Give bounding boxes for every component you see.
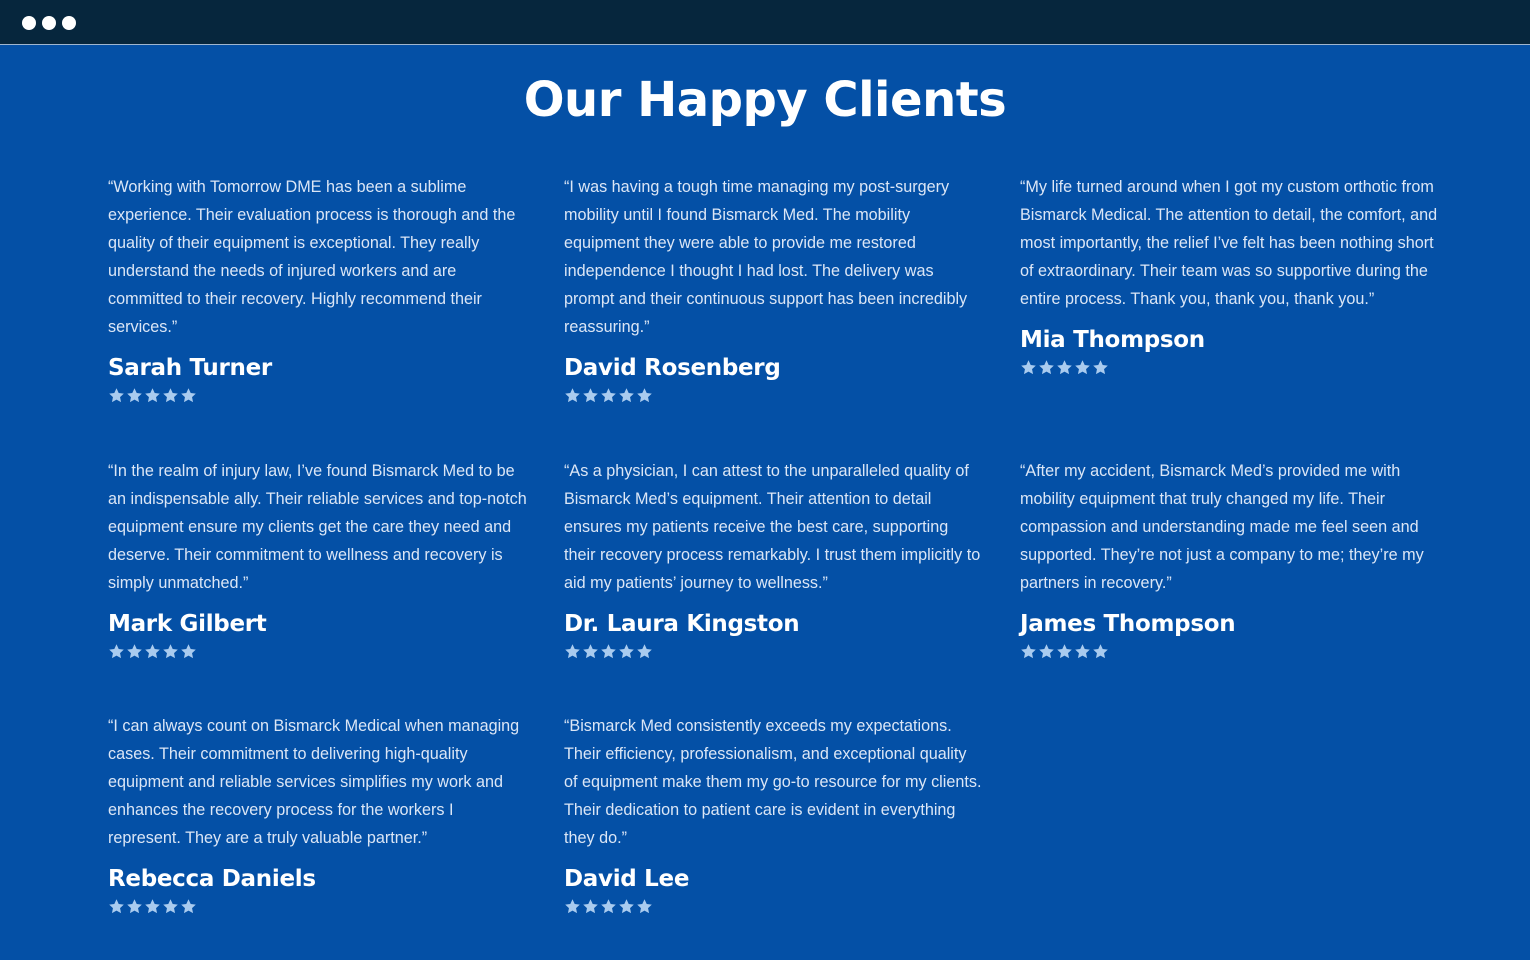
star-icon xyxy=(162,898,179,915)
star-icon xyxy=(1056,359,1073,376)
star-icon xyxy=(126,898,143,915)
star-icon xyxy=(1074,643,1091,660)
testimonial-card xyxy=(1020,173,1440,379)
star-icon xyxy=(1038,643,1055,660)
star-icon xyxy=(1020,359,1037,376)
star-icon xyxy=(582,643,599,660)
star-icon xyxy=(618,898,635,915)
star-rating xyxy=(564,898,984,918)
star-icon xyxy=(1092,359,1109,376)
star-icon xyxy=(636,387,653,404)
testimonial-card xyxy=(108,173,528,407)
star-rating xyxy=(1020,643,1440,663)
star-icon xyxy=(180,387,197,404)
testimonial-author: Rebecca Daniels xyxy=(108,866,316,892)
star-icon xyxy=(618,643,635,660)
star-icon xyxy=(1038,359,1055,376)
star-icon xyxy=(600,387,617,404)
testimonial-card xyxy=(564,712,984,918)
window-control-dot[interactable] xyxy=(22,16,36,30)
testimonial-quote: “Working with Tomorrow DME has been a sublime experience. Their evaluation process is thorough and the quality of their equipment is exceptional. They really understand the needs of injured workers and are committed to their recovery. Highly recommend their services.” xyxy=(108,178,516,336)
testimonial-quote: “As a physician, I can attest to the unparalleled quality of Bismarck Med’s equipment. Their attention to detail ensures my patients receive the best care, supporting their recovery process remarkably. I trust them implicitly to aid my patients’ journey to wellness.” xyxy=(564,462,981,592)
star-icon xyxy=(600,898,617,915)
star-icon xyxy=(162,643,179,660)
testimonial-author: Sarah Turner xyxy=(108,355,272,381)
testimonial-quote: “In the realm of injury law, I’ve found Bismarck Med to be an indispensable ally. Their reliable services and top-notch equipment ensure my clients get the care they need and deserve. Their commitment to wellness and recovery is simply unmatched.” xyxy=(108,462,527,592)
window-controls xyxy=(22,16,76,30)
window-control-dot[interactable] xyxy=(62,16,76,30)
star-icon xyxy=(108,643,125,660)
testimonial-quote: “I can always count on Bismarck Medical when managing cases. Their commitment to delivering high-quality equipment and reliable services simplifies my work and enhances the recovery process for the workers I represent. They are a truly valuable partner.” xyxy=(108,717,520,847)
star-icon xyxy=(582,387,599,404)
testimonial-author: Dr. Laura Kingston xyxy=(564,611,800,637)
star-rating xyxy=(564,643,984,663)
star-icon xyxy=(126,643,143,660)
testimonial-author: James Thompson xyxy=(1020,611,1236,637)
star-icon xyxy=(564,643,581,660)
star-icon xyxy=(162,387,179,404)
testimonial-card xyxy=(1020,457,1440,663)
star-rating xyxy=(1020,359,1440,379)
star-rating xyxy=(108,898,528,918)
window-titlebar xyxy=(0,0,1530,45)
star-icon xyxy=(144,643,161,660)
star-icon xyxy=(108,898,125,915)
star-icon xyxy=(1074,359,1091,376)
testimonial-quote: “My life turned around when I got my custom orthotic from Bismarck Medical. The attention to detail, the comfort, and most importantly, the relief I’ve felt has been nothing short of extraordinary. Their team was so supportive during the entire process. Thank you, thank you, thank you.” xyxy=(1020,178,1438,308)
testimonial-card xyxy=(108,712,528,918)
star-icon xyxy=(636,643,653,660)
star-icon xyxy=(600,643,617,660)
star-icon xyxy=(564,387,581,404)
window-control-dot[interactable] xyxy=(42,16,56,30)
testimonial-quote: “Bismarck Med consistently exceeds my expectations. Their efficiency, professionalism, and exceptional quality of equipment make them my go-to resource for my clients. Their dedication to patient care is evident in everything they do.” xyxy=(564,717,982,847)
star-icon xyxy=(1056,643,1073,660)
star-icon xyxy=(582,898,599,915)
testimonial-card xyxy=(564,457,984,663)
star-icon xyxy=(1092,643,1109,660)
testimonial-card xyxy=(108,457,528,663)
star-icon xyxy=(180,898,197,915)
testimonial-author: Mia Thompson xyxy=(1020,327,1205,353)
star-icon xyxy=(180,643,197,660)
star-icon xyxy=(1020,643,1037,660)
testimonial-quote: “I was having a tough time managing my post-surgery mobility until I found Bismarck Med. The mobility equipment they were able to provide me restored independence I thought I had lost. The delivery was prompt and their continuous support has been incredibly reassuring.” xyxy=(564,178,968,336)
testimonial-author: David Lee xyxy=(564,866,690,892)
star-icon xyxy=(564,898,581,915)
star-icon xyxy=(144,898,161,915)
star-icon xyxy=(126,387,143,404)
testimonial-card xyxy=(564,173,984,407)
testimonial-author: Mark Gilbert xyxy=(108,611,267,637)
star-rating xyxy=(564,387,984,407)
testimonial-author: David Rosenberg xyxy=(564,355,781,381)
section-title: Our Happy Clients xyxy=(523,72,1007,128)
star-rating xyxy=(108,387,528,407)
star-icon xyxy=(618,387,635,404)
star-rating xyxy=(108,643,528,663)
star-icon xyxy=(636,898,653,915)
testimonial-quote: “After my accident, Bismarck Med’s provided me with mobility equipment that truly changed my life. Their compassion and understanding made me feel seen and supported. They’re not just a company to me; they’re my partners in recovery.” xyxy=(1020,462,1424,592)
star-icon xyxy=(108,387,125,404)
star-icon xyxy=(144,387,161,404)
